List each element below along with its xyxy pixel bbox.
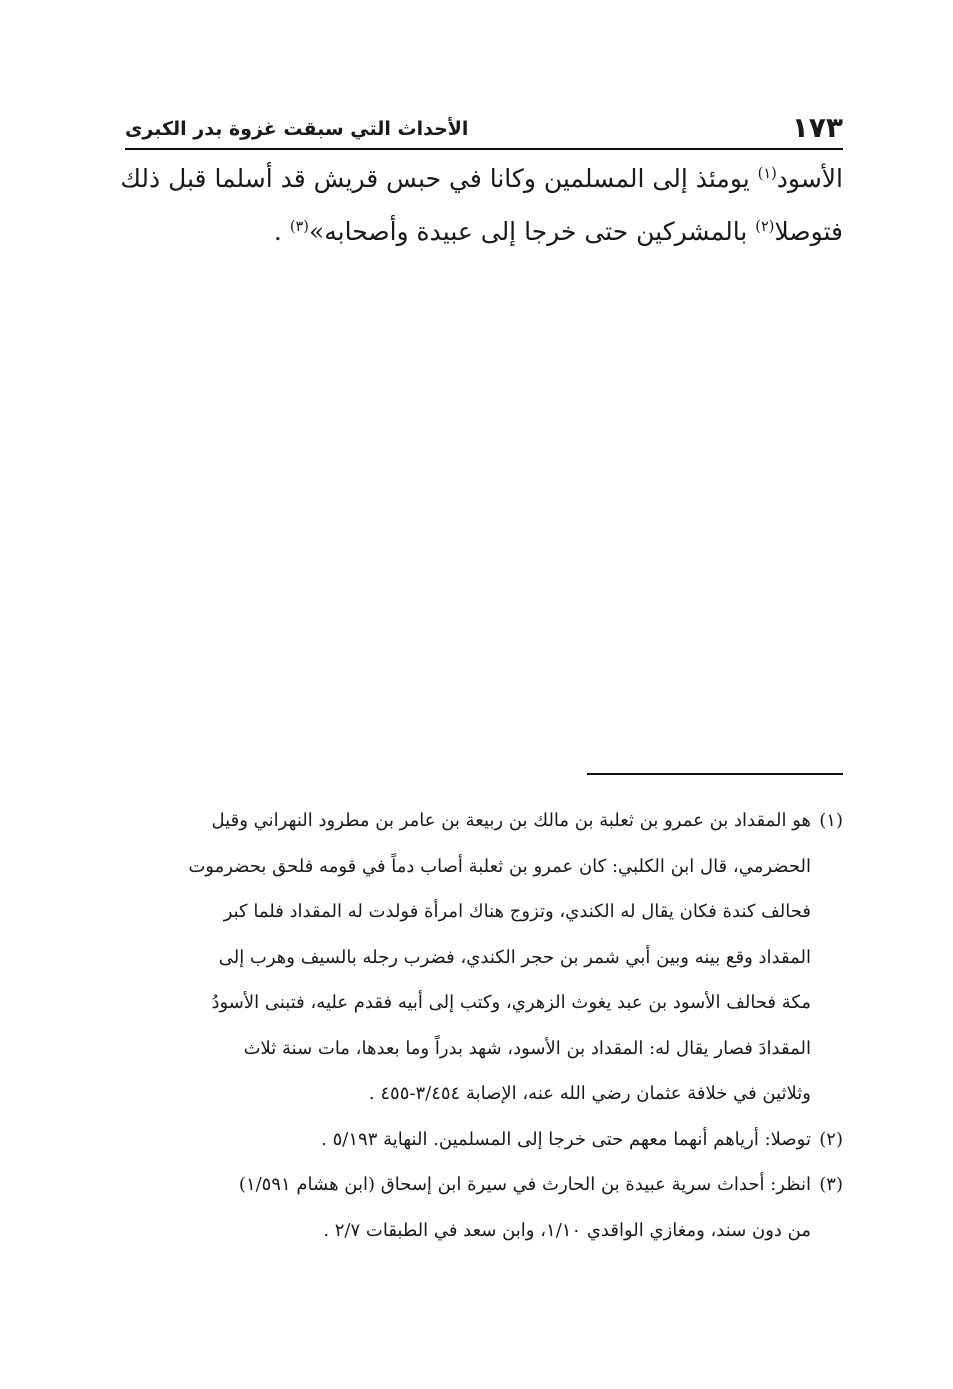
footnote-line: وثلاثين في خلافة عثمان رضي الله عنه، الإصابة ٣/٤٥٤-٤٥٥ . bbox=[368, 1083, 811, 1104]
running-title: الأحداث التي سبقت غزوة بدر الكبرى bbox=[125, 118, 469, 140]
footnote-number: (١) bbox=[819, 810, 843, 831]
footnote-line: مكة فحالف الأسود بن عبد يغوث الزهري، وكتب إلى أبيه فقدم عليه، فتبنى الأسودُ bbox=[211, 992, 811, 1013]
footnote-line: توصلا: أرياهم أنهما معهم حتى خرجا إلى المسلمين. النهاية ٥/١٩٣ . bbox=[321, 1128, 811, 1150]
footnote-line: انظر: أحداث سرية عبيدة بن الحارث في سيرة ابن إسحاق (ابن هشام ١/٥٩١) bbox=[238, 1174, 811, 1195]
footnote-line: الحضرمي، قال ابن الكلبي: كان عمرو بن ثعلبة أصاب دماً في قومه فلحق بحضرموت bbox=[188, 855, 811, 877]
text-run: فتوصلا bbox=[774, 217, 843, 246]
footnote-marker: (٢) bbox=[755, 219, 775, 236]
footnote-line: هو المقداد بن عمرو بن ثعلبة بن مالك بن ربيعة بن عامر بن مطرود النهراني وقيل bbox=[211, 810, 811, 831]
page-header bbox=[125, 108, 843, 150]
main-text-line bbox=[120, 152, 843, 205]
footnote-separator bbox=[587, 773, 843, 775]
footnote-line: من دون سند، ومغازي الواقدي ١/١٠، وابن سعد في الطبقات ٢/٧ . bbox=[323, 1219, 811, 1241]
footnotes bbox=[125, 798, 843, 1253]
footnote-line: المقدادَ فصار يقال له: المقداد بن الأسود، شهد بدراً وما بعدها، مات سنة ثلاث bbox=[243, 1037, 811, 1059]
footnote-1 bbox=[125, 798, 843, 1117]
text-run: . bbox=[273, 217, 290, 246]
text-run: بالمشركين حتى خرجا إلى عبيدة وأصحابه» bbox=[308, 217, 756, 246]
footnote-line: فحالف كندة فكان يقال له الكندي، وتزوج هناك امرأة فولدت له المقداد فلما كبر bbox=[223, 901, 811, 922]
footnote-number: (٣) bbox=[819, 1174, 843, 1195]
text-run: الأسود bbox=[776, 164, 843, 193]
footnote-number: (٢) bbox=[819, 1128, 843, 1150]
text-run: يومئذ إلى المسلمين وكانا في حبس قريش قد أسلما قبل ذلك bbox=[120, 164, 758, 193]
footnote-marker: (٣) bbox=[289, 219, 309, 236]
footnote-line: المقداد وقع بينه وبين أبي شمر بن حجر الكندي، فضرب رجله بالسيف وهرب إلى bbox=[218, 946, 811, 968]
footnote-2 bbox=[125, 1117, 843, 1163]
main-text-line bbox=[125, 205, 843, 258]
page-number: ١٧٣ bbox=[791, 111, 843, 144]
footnote-3 bbox=[125, 1162, 843, 1253]
main-text bbox=[120, 152, 843, 258]
footnote-marker: (١) bbox=[757, 166, 777, 183]
